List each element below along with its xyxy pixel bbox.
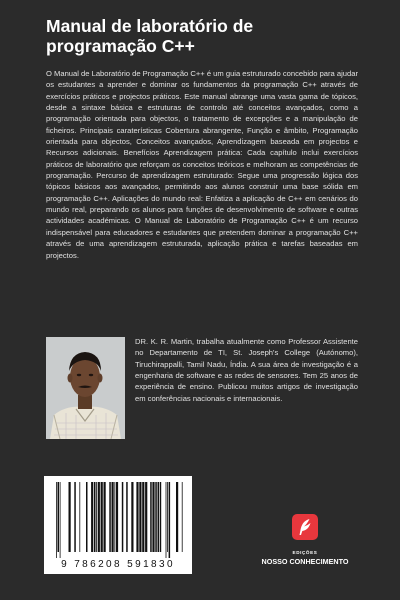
- barcode-bar: [142, 482, 144, 552]
- barcode-bar: [152, 482, 154, 552]
- barcode-bar: [158, 482, 160, 552]
- barcode-bar: [79, 482, 80, 552]
- barcode-bar: [86, 482, 88, 552]
- barcode-bar: [98, 482, 100, 552]
- barcode-bar: [145, 482, 147, 552]
- barcode-bar: [160, 482, 162, 552]
- barcode-bar: [94, 482, 96, 552]
- barcode-bar: [96, 482, 97, 552]
- publisher-prefix: EDIÇÕES: [292, 550, 318, 555]
- barcode-bar: [60, 482, 61, 558]
- author-portrait-image: [46, 337, 125, 439]
- barcode-bar: [182, 482, 183, 552]
- quill-logo-icon: [292, 514, 318, 540]
- barcode-bar: [166, 482, 167, 558]
- barcode-bar: [155, 482, 157, 552]
- book-description: O Manual de Laboratório de Programação C++ é um guia estruturado concebido para ajudar os estudantes a aprender e dominar os fundamentos da programação C++ através de exercícios práticos e projectos práticos. Este manual abrange uma vasta gama de tópicos, desde a sintaxe básica e estruturas de controlo até conceitos avançados, como a programação orientada para objectos, o tratamento de excepções e a manipulação de ficheiros. Principais caraterísticas Cobertura abrangente, Função e âmbito, Programação orientada para objectos, Conceitos avançados, Aprendizagem baseada em projectos e Recursos adicionais. Benefícios Aprendizagem prática: Cada capítulo inclui exercícios práticos de laboratório que reforçam os conceitos teóricos e melhoram as competências de programação. Percurso de aprendizagem estruturado: Segue uma progressão lógica dos tópicos básicos aos avançados, permitindo aos alunos construir uma base sólida em programação C++. Aplicações do mundo real: Enfatiza a aplicação de C++ em cenários do mundo real, preparando os alunos para funções de desenvolvimento de software e outras actividades académicas. O Manual de Laboratório de Programação C++ é um recurso indispensável para educadores e estudantes que pretendem dominar a programação C++ através de uma aprendizagem estruturada, aplicação prática e tarefas baseadas em projectos.: [46, 69, 358, 260]
- barcode-bar: [58, 482, 60, 552]
- barcode-bar: [116, 482, 118, 552]
- author-photo: [46, 337, 125, 439]
- barcode-bar: [74, 482, 76, 552]
- barcode-bars: [44, 476, 192, 560]
- barcode-bar: [122, 482, 124, 552]
- publisher-name: NOSSO CONHECIMENTO: [261, 557, 349, 566]
- barcode-bar: [176, 482, 178, 552]
- barcode-bar: [169, 482, 171, 558]
- barcode-bar: [101, 482, 103, 552]
- barcode-bar: [150, 482, 152, 552]
- barcode-bar: [109, 482, 111, 552]
- publisher-block: [255, 514, 355, 574]
- barcode-bar: [114, 482, 115, 552]
- barcode-bar: [131, 482, 133, 552]
- barcode-bar: [126, 482, 128, 552]
- barcode-bar: [104, 482, 106, 552]
- author-bio: DR. K. R. Martin, trabalha atualmente como Professor Assistente no Departamento de TI, St. Joseph's College (Autónomo), Tiruchirappalli, Tamil Nadu, Índia. A sua área de investigação é a engenharia de software e as redes de sensores. Tem 25 anos de experiência de ensino. Publicou muitos artigos de investigação em conferências nacionais e internacionais.: [135, 337, 358, 403]
- isbn-barcode: [44, 476, 192, 574]
- book-title: Manual de laboratório de programação C++: [46, 16, 254, 56]
- barcode-bar: [136, 482, 138, 552]
- barcode-bar: [91, 482, 93, 552]
- barcode-bar: [139, 482, 141, 552]
- barcode-bar: [69, 482, 71, 552]
- isbn-digits: 9 786208 591830: [61, 559, 175, 570]
- barcode-bar: [167, 482, 168, 552]
- barcode-bar: [56, 482, 57, 558]
- barcode-bar: [112, 482, 114, 552]
